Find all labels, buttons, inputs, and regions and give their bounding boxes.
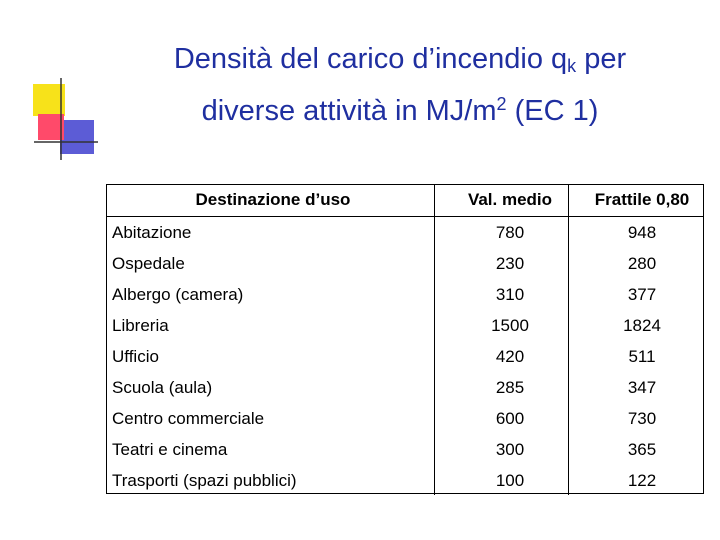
table-row (106, 465, 704, 496)
cell-frattile: 122 (627, 470, 657, 490)
cell-frattile: 730 (627, 408, 657, 428)
cell-destinazione: Teatri e cinema (112, 439, 228, 459)
title-line-2: diverse attività in $MJ/m^2$ (EC 1) (201, 94, 599, 127)
cell-val-medio: 310 (495, 284, 525, 304)
cell-val-medio: 100 (495, 470, 525, 490)
cell-frattile: 511 (628, 346, 656, 366)
fire-load-table (106, 184, 704, 496)
table-row (106, 372, 704, 403)
deco-blue-square (60, 120, 94, 154)
deco-red-square (38, 114, 64, 140)
cell-frattile: 347 (627, 377, 657, 397)
cell-val-medio: 230 (495, 253, 525, 273)
table-row (106, 310, 704, 341)
cell-destinazione: Trasporti (spazi pubblici) (112, 470, 297, 490)
cell-destinazione: Abitazione (112, 222, 192, 242)
table-row (106, 434, 704, 465)
cell-destinazione: Ufficio (112, 346, 159, 366)
table-row (106, 248, 704, 279)
cell-frattile: 280 (627, 253, 657, 273)
cell-frattile: 377 (627, 284, 657, 304)
cell-frattile: 948 (627, 222, 657, 242)
table-header-row (106, 184, 704, 217)
cell-destinazione: Centro commerciale (112, 408, 265, 428)
header-destinazione: Destinazione d’uso (106, 184, 440, 217)
cell-frattile: 365 (627, 439, 657, 459)
cell-val-medio: 300 (495, 439, 525, 459)
table-row (106, 341, 704, 372)
cell-val-medio: 780 (495, 222, 525, 242)
page-title (120, 40, 680, 130)
cell-frattile: 1824 (623, 315, 661, 335)
header-frattile: Frattile 0,80 (580, 184, 704, 217)
deco-yellow-square (33, 84, 65, 116)
table-row (106, 279, 704, 310)
cell-destinazione: Libreria (112, 315, 169, 335)
table-row (106, 217, 704, 249)
cell-destinazione: Albergo (camera) (112, 284, 244, 304)
title-line-1: Densità del carico d’incendio $q_k$ per (173, 43, 627, 76)
table-row (106, 403, 704, 434)
cell-destinazione: Ospedale (112, 253, 185, 273)
cell-val-medio: 1500 (491, 315, 529, 335)
decorative-logo (0, 0, 110, 170)
header-val-medio: Val. medio (440, 184, 580, 217)
cell-val-medio: 285 (495, 377, 525, 397)
cell-destinazione: Scuola (aula) (112, 377, 213, 397)
cell-val-medio: 420 (495, 346, 525, 366)
cell-val-medio: 600 (495, 408, 525, 428)
